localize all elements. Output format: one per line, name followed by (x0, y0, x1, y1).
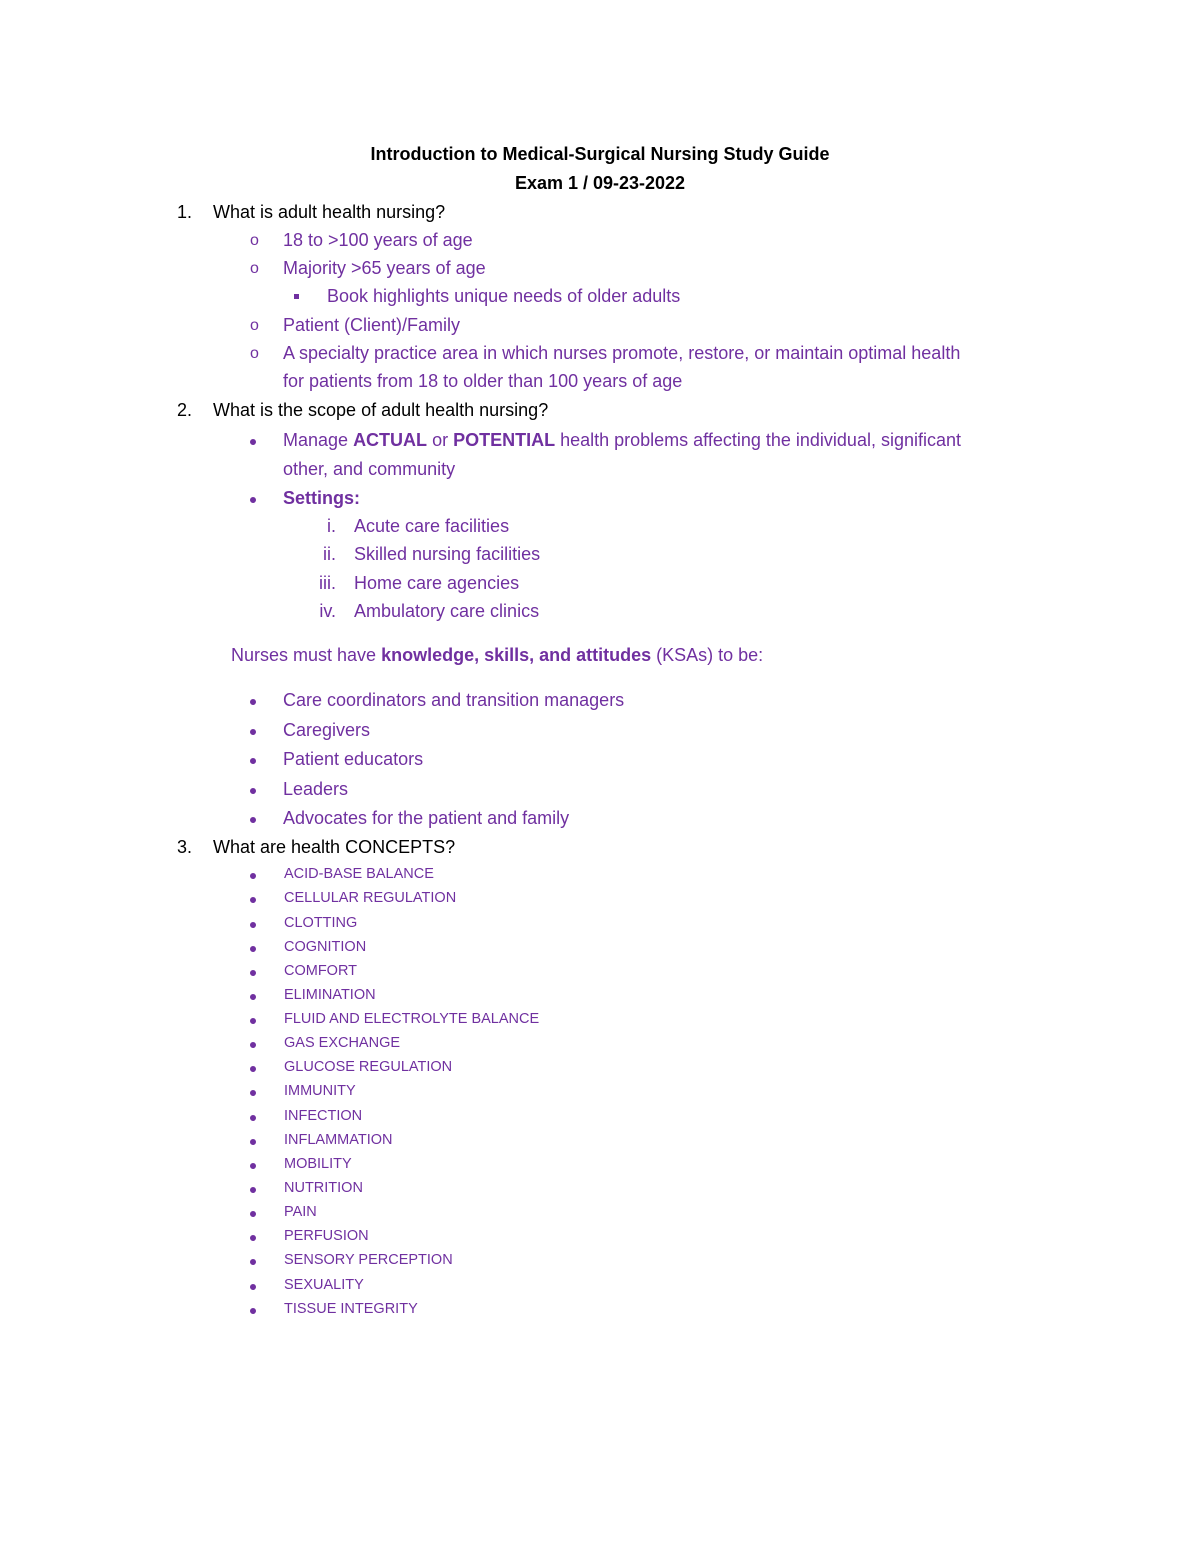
concept-item: SENSORY PERCEPTION (284, 1252, 453, 1268)
list-item: Manage ACTUAL or POTENTIAL health problems affecting the individual, significant (283, 430, 961, 450)
document-title: Introduction to Medical-Surgical Nursing Study Guide (370, 144, 830, 164)
bullet-icon (250, 1018, 256, 1024)
question-3: What are health CONCEPTS? (213, 837, 456, 857)
concept-item: TISSUE INTEGRITY (284, 1301, 418, 1317)
concept-item: PAIN (284, 1204, 317, 1220)
circle-bullet-icon: o (250, 345, 259, 362)
ksa-statement: Nurses must have knowledge, skills, and attitudes (KSAs) to be: (231, 645, 764, 665)
concept-item: IMMUNITY (284, 1083, 356, 1099)
bullet-icon (250, 758, 256, 764)
bullet-icon (250, 946, 256, 952)
bullet-icon (250, 1235, 256, 1241)
bullet-icon (250, 1308, 256, 1314)
list-item: Patient (Client)/Family (283, 315, 461, 335)
bullet-icon (250, 897, 256, 903)
circle-bullet-icon: o (250, 260, 259, 277)
question-number: 3. (177, 837, 193, 857)
concept-item: PERFUSION (284, 1228, 369, 1244)
bullet-icon (250, 1139, 256, 1145)
concept-item: COMFORT (284, 963, 358, 979)
concept-item: ELIMINATION (284, 987, 376, 1003)
list-item: Majority >65 years of age (283, 258, 486, 278)
concept-item: CLOTTING (284, 915, 358, 931)
list-item: A specialty practice area in which nurses promote, restore, or maintain optimal health (283, 343, 961, 363)
list-item: Patient educators (283, 749, 424, 769)
square-bullet-icon (294, 294, 299, 299)
concept-item: INFECTION (284, 1108, 363, 1124)
bullet-icon (250, 1066, 256, 1072)
list-item: Book highlights unique needs of older adults (327, 286, 681, 306)
bullet-icon (250, 1042, 256, 1048)
list-item: Home care agencies (354, 573, 520, 593)
list-item: Leaders (283, 779, 349, 799)
bullet-icon (250, 873, 256, 879)
bullet-icon (250, 497, 256, 503)
settings-label: Settings: (283, 488, 361, 508)
list-item: Skilled nursing facilities (354, 544, 541, 564)
bullet-icon (250, 1284, 256, 1290)
bullet-icon (250, 1090, 256, 1096)
circle-bullet-icon: o (250, 317, 259, 334)
list-item: Ambulatory care clinics (354, 601, 540, 621)
question-1: What is adult health nursing? (213, 202, 446, 222)
roman-numeral: ii. (323, 544, 336, 564)
concept-item: GAS EXCHANGE (284, 1035, 401, 1051)
list-item-continuation: for patients from 18 to older than 100 years of age (283, 371, 683, 391)
concept-item: GLUCOSE REGULATION (284, 1059, 453, 1075)
question-2: What is the scope of adult health nursing? (213, 400, 549, 420)
list-item: Care coordinators and transition managers (283, 690, 625, 710)
list-item: Advocates for the patient and family (283, 808, 570, 828)
bullet-icon (250, 699, 256, 705)
question-number: 2. (177, 400, 193, 420)
list-item: 18 to >100 years of age (283, 230, 473, 250)
bullet-icon (250, 1211, 256, 1217)
roman-numeral: iv. (319, 601, 336, 621)
bullet-icon (250, 439, 256, 445)
bullet-icon (250, 788, 256, 794)
concept-item: INFLAMMATION (284, 1132, 393, 1148)
list-item: Acute care facilities (354, 516, 510, 536)
bullet-icon (250, 994, 256, 1000)
concept-item: ACID-BASE BALANCE (284, 866, 434, 882)
bullet-icon (250, 1115, 256, 1121)
bullet-icon (250, 922, 256, 928)
bullet-icon (250, 1259, 256, 1265)
bullet-icon (250, 1187, 256, 1193)
concept-item: FLUID AND ELECTROLYTE BALANCE (284, 1011, 540, 1027)
bullet-icon (250, 970, 256, 976)
bullet-icon (250, 1163, 256, 1169)
concept-item: NUTRITION (284, 1180, 363, 1196)
bullet-icon (250, 729, 256, 735)
bullet-icon (250, 817, 256, 823)
roman-numeral: iii. (319, 573, 336, 593)
list-item-continuation: other, and community (283, 459, 456, 479)
circle-bullet-icon: o (250, 232, 259, 249)
concept-item: MOBILITY (284, 1156, 352, 1172)
question-number: 1. (177, 202, 193, 222)
concept-item: CELLULAR REGULATION (284, 890, 457, 906)
concept-item: COGNITION (284, 939, 367, 955)
document-subtitle: Exam 1 / 09-23-2022 (514, 173, 686, 193)
list-item: Caregivers (283, 720, 371, 740)
concept-item: SEXUALITY (284, 1277, 364, 1293)
roman-numeral: i. (327, 516, 336, 536)
